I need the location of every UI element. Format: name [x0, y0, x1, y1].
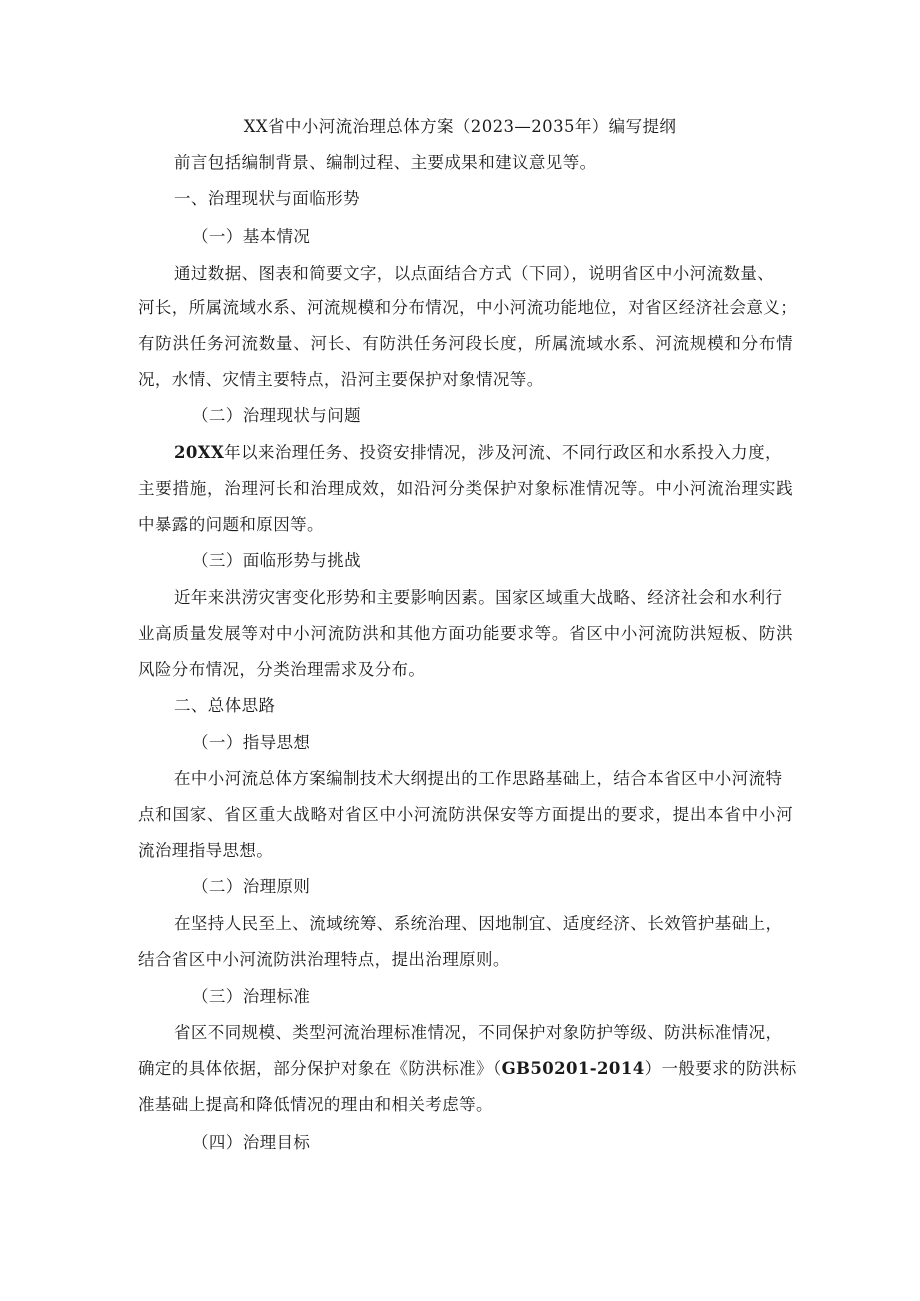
paragraph-line: 业高质量发展等对中小河流防洪和其他方面功能要求等。省区中小河流防洪短板、防洪 [138, 624, 793, 643]
paragraph-line: 近年来洪涝灾害变化形势和主要影响因素。国家区域重大战略、经济社会和水利行 [174, 588, 783, 607]
paragraph-line: 在坚持人民至上、流域统筹、系统治理、因地制宜、适度经济、长效管护基础上， [174, 914, 783, 933]
paragraph-text: ）一般要求的防洪标 [644, 1059, 797, 1078]
year-text: 20XX [174, 443, 225, 462]
section-2-4-heading: （四）治理目标 [192, 1133, 311, 1152]
paragraph-line: 有防洪任务河流数量、河长、有防洪任务河段长度，所属流域水系、河流规模和分布情 [138, 334, 793, 353]
paragraph-line: 流治理指导思想。 [138, 841, 274, 860]
paragraph-text: 年以来治理任务、投资安排情况，涉及河流、不同行政区和水系投入力度， [224, 443, 782, 462]
standard-code: GB50201-2014 [501, 1059, 645, 1078]
paragraph-line: 在中小河流总体方案编制技术大纲提出的工作思路基础上，结合本省区中小河流特 [174, 769, 783, 788]
section-1-heading: 一、治理现状与面临形势 [174, 189, 360, 208]
paragraph-line: 主要措施，治理河长和治理成效，如沿河分类保护对象标准情况等。中小河流治理实践 [138, 479, 793, 498]
paragraph-line: 通过数据、图表和简要文字，以点面结合方式（下同），说明省区中小河流数量、 [174, 264, 775, 283]
document-title: XX省中小河流治理总体方案（2023—2035年）编写提纲 [243, 117, 677, 136]
section-1-3-heading: （三）面临形势与挑战 [192, 551, 361, 570]
paragraph-line: 况，水情、灾情主要特点，沿河主要保护对象情况等。 [138, 370, 544, 389]
paragraph-line [174, 441, 782, 465]
section-2-3-heading: （三）治理标准 [192, 987, 311, 1006]
paragraph-line: 省区不同规模、类型河流治理标准情况，不同保护对象防护等级、防洪标准情况， [174, 1023, 783, 1042]
paragraph-line: 准基础上提高和降低情况的理由和相关考虑等。 [138, 1095, 493, 1114]
section-2-1-heading: （一）指导思想 [192, 733, 311, 752]
paragraph-line [138, 1057, 797, 1081]
paragraph-line: 风险分布情况，分类治理需求及分布。 [138, 660, 426, 679]
paragraph-line: 结合省区中小河流防洪治理特点，提出治理原则。 [138, 950, 510, 969]
paragraph-text: 确定的具体依据，部分保护对象在《防洪标准》（ [138, 1059, 502, 1078]
paragraph-line: 河长，所属流域水系、河流规模和分布情况，中小河流功能地位，对省区经济社会意义； [138, 298, 798, 317]
section-2-2-heading: （二）治理原则 [192, 877, 311, 896]
paragraph-line: 点和国家、省区重大战略对省区中小河流防洪保安等方面提出的要求，提出本省中小河 [138, 805, 793, 824]
section-1-1-heading: （一）基本情况 [192, 227, 311, 246]
preface-paragraph: 前言包括编制背景、编制过程、主要成果和建议意见等。 [174, 153, 597, 172]
section-1-2-heading: （二）治理现状与问题 [192, 406, 361, 425]
section-2-heading: 二、总体思路 [174, 696, 276, 715]
paragraph-line: 中暴露的问题和原因等。 [138, 515, 324, 534]
